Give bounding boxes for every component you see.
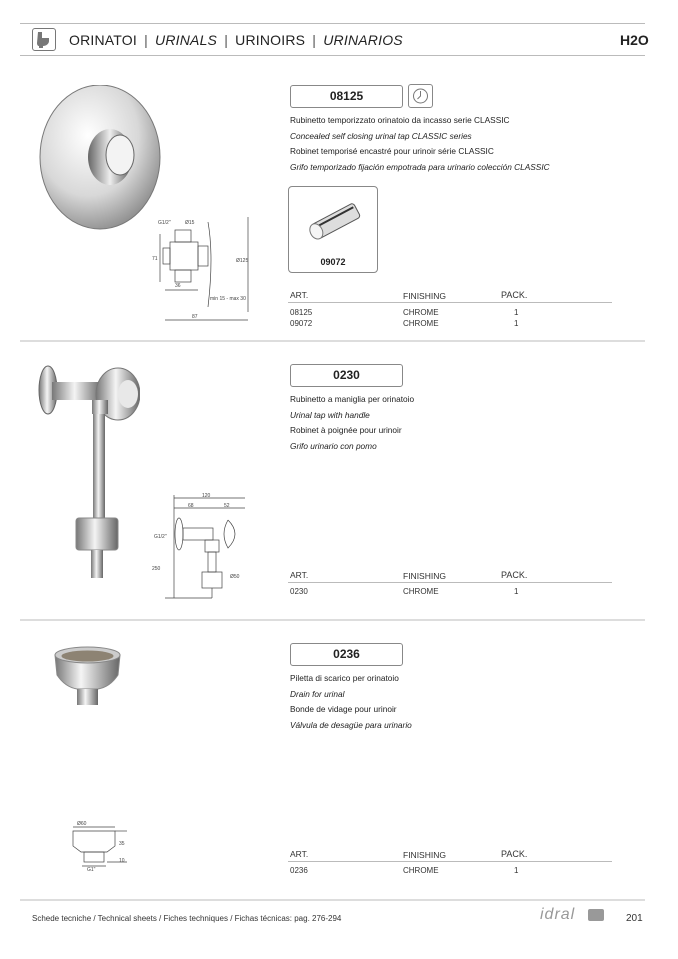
clock-timer-icon bbox=[408, 84, 433, 108]
product-description-08125 bbox=[290, 113, 550, 175]
cell-pack: 1 bbox=[514, 319, 519, 328]
title-en: URINALS bbox=[155, 32, 218, 48]
cell-finishing: CHROME bbox=[403, 866, 439, 875]
dim-label: 250 bbox=[152, 566, 161, 572]
cell-finishing: CHROME bbox=[403, 587, 439, 596]
technical-drawing-0230 bbox=[150, 490, 260, 600]
product-image-0230 bbox=[30, 358, 140, 583]
col-header-art: ART. bbox=[290, 570, 309, 580]
dim-label: 10 bbox=[119, 858, 125, 864]
header-top-rule bbox=[20, 23, 645, 24]
title-separator: | bbox=[312, 32, 317, 48]
col-header-pack: PACK. bbox=[501, 570, 528, 580]
description-en: Urinal tap with handle bbox=[290, 409, 370, 420]
description-es: Válvula de desagüe para urinario bbox=[290, 719, 412, 730]
cell-finishing: CHROME bbox=[403, 308, 439, 317]
table-rule bbox=[288, 302, 612, 303]
section-divider bbox=[20, 619, 645, 621]
dim-label: Ø60 bbox=[77, 821, 87, 827]
section-divider bbox=[20, 899, 645, 901]
product-code-0230: 0230 bbox=[290, 364, 403, 387]
cell-art: 0236 bbox=[290, 866, 308, 875]
description-en: Drain for urinal bbox=[290, 688, 345, 699]
logo-mark-icon bbox=[588, 909, 604, 921]
cell-art: 0230 bbox=[290, 587, 308, 596]
dim-label: Ø15 bbox=[185, 220, 195, 226]
col-header-finishing: FINISHING bbox=[403, 291, 446, 301]
urinal-icon bbox=[32, 28, 56, 51]
product-description-0236 bbox=[290, 671, 412, 733]
description-fr: Bonde de vidage pour urinoir bbox=[290, 704, 397, 714]
dim-label: Ø50 bbox=[230, 574, 240, 580]
product-image-0236 bbox=[50, 645, 125, 715]
dim-label: 120 bbox=[202, 493, 211, 499]
section-divider bbox=[20, 340, 645, 342]
col-header-pack: PACK. bbox=[501, 290, 528, 300]
description-fr: Robinet à poignée pour urinoir bbox=[290, 425, 402, 435]
accessory-image bbox=[304, 197, 364, 247]
description-es: Grifo temporizado fijación empotrada para urinario colección CLASSIC bbox=[290, 161, 550, 172]
title-fr: URINOIRS bbox=[235, 32, 306, 48]
dim-label: 68 bbox=[188, 503, 194, 509]
dim-label: Ø125 bbox=[236, 258, 249, 264]
col-header-art: ART. bbox=[290, 849, 309, 859]
col-header-pack: PACK. bbox=[501, 849, 528, 859]
cell-pack: 1 bbox=[514, 866, 519, 875]
col-header-finishing: FINISHING bbox=[403, 571, 446, 581]
dim-label: 52 bbox=[224, 503, 230, 509]
cell-pack: 1 bbox=[514, 308, 519, 317]
dim-label: 36 bbox=[175, 283, 181, 289]
accessory-card-09072 bbox=[288, 186, 378, 273]
footer-technical-sheets-note: Schede tecniche / Technical sheets / Fiches techniques / Fichas técnicas: pag. 276-294 bbox=[32, 914, 342, 923]
description-fr: Robinet temporisé encastré pour urinoir série CLASSIC bbox=[290, 146, 494, 156]
description-it: Piletta di scarico per orinatoio bbox=[290, 673, 399, 683]
dim-label: G1/2" bbox=[154, 534, 167, 540]
col-header-art: ART. bbox=[290, 290, 309, 300]
header-bottom-rule bbox=[20, 55, 645, 56]
accessory-code: 09072 bbox=[320, 257, 346, 267]
product-image-08125 bbox=[30, 85, 170, 240]
description-es: Grifo urinario con pomo bbox=[290, 440, 377, 451]
title-separator: | bbox=[144, 32, 148, 48]
table-rule bbox=[288, 582, 612, 583]
brand-mark: H2O bbox=[620, 32, 649, 48]
dim-label: 87 bbox=[192, 314, 198, 320]
dim-label: 35 bbox=[119, 841, 125, 847]
idral-logo bbox=[540, 906, 606, 928]
description-it: Rubinetto temporizzato orinatoio da incasso serie CLASSIC bbox=[290, 115, 510, 125]
page-number: 201 bbox=[626, 913, 643, 924]
title-es: URINARIOS bbox=[323, 32, 403, 48]
dim-label: G1/2" bbox=[158, 220, 171, 226]
table-rule bbox=[288, 861, 612, 862]
col-header-finishing: FINISHING bbox=[403, 850, 446, 860]
title-it: ORINATOI bbox=[69, 32, 137, 48]
dim-label: G1" bbox=[87, 867, 96, 873]
product-code-0236: 0236 bbox=[290, 643, 403, 666]
title-separator: | bbox=[224, 32, 229, 48]
technical-drawing-0236 bbox=[65, 818, 135, 873]
cell-finishing: CHROME bbox=[403, 319, 439, 328]
description-en: Concealed self closing urinal tap CLASSIC series bbox=[290, 130, 472, 141]
technical-drawing-08125 bbox=[150, 212, 260, 327]
dim-label: min 15 - max 30 bbox=[210, 296, 246, 302]
cell-art: 08125 bbox=[290, 308, 313, 317]
cell-pack: 1 bbox=[514, 587, 519, 596]
product-code-08125: 08125 bbox=[290, 85, 403, 108]
page-title bbox=[69, 32, 403, 48]
product-description-0230 bbox=[290, 392, 414, 454]
description-it: Rubinetto a maniglia per orinatoio bbox=[290, 394, 415, 404]
cell-art: 09072 bbox=[290, 319, 313, 328]
dim-label: 71 bbox=[152, 256, 158, 262]
logo-text: idral bbox=[540, 906, 576, 923]
